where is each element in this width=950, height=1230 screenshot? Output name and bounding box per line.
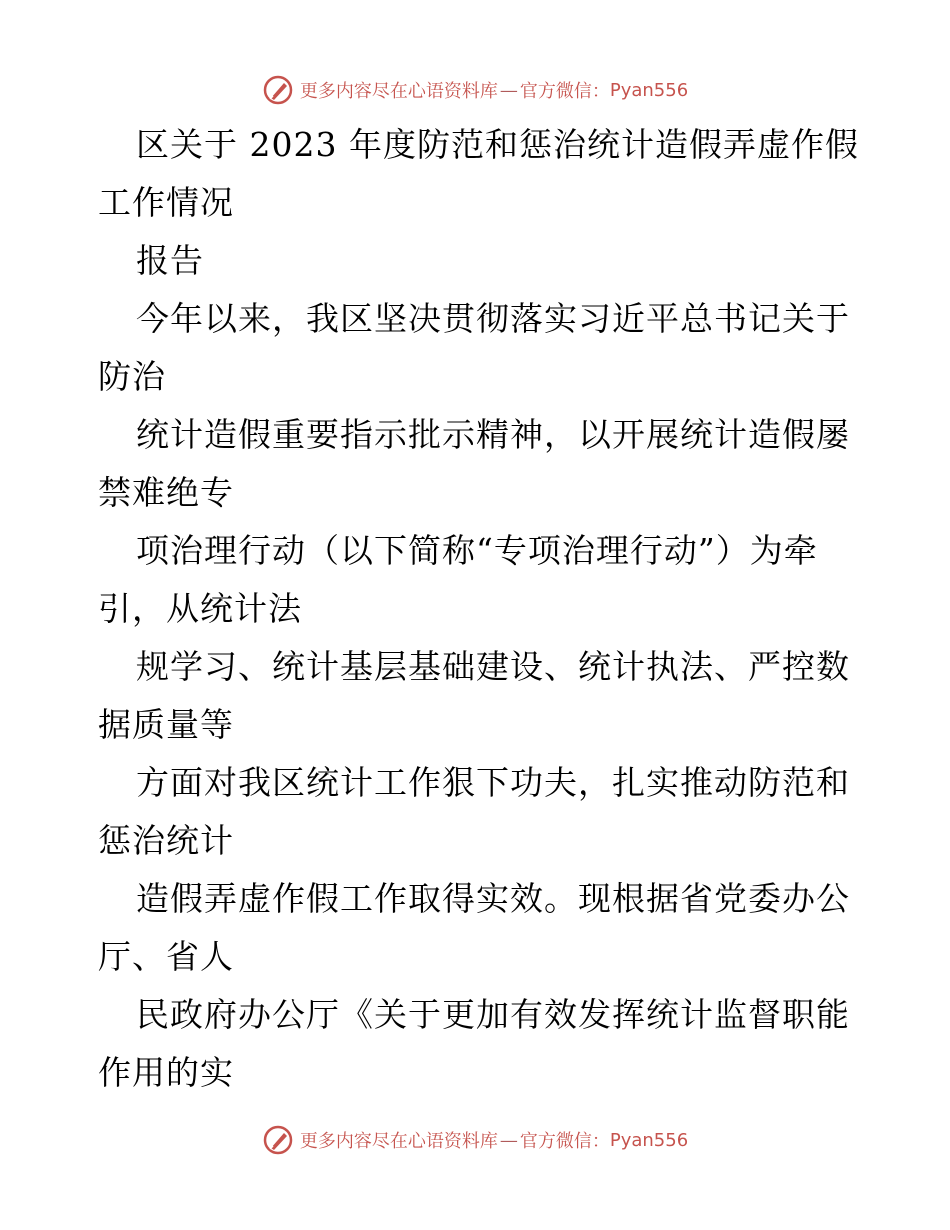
paragraph-continuation: 厅、省人 (98, 937, 234, 976)
paragraph (98, 522, 858, 638)
watermark-wechat-id: Pyan556 (609, 79, 689, 101)
paragraph-first-line: 统计造假重要指示批示精神，以开展统计造假屡 (136, 415, 850, 454)
paragraph (98, 290, 858, 406)
paragraph-first-line: 报告 (136, 241, 204, 280)
paragraph (98, 754, 858, 870)
paragraph-continuation: 禁难绝专 (98, 473, 234, 512)
paragraph (98, 638, 858, 754)
watermark-dash: — (499, 1129, 518, 1151)
watermark-wechat-label: 官方微信： (519, 1131, 610, 1152)
paragraph-first-line: 区关于 2023 年度防范和惩治统计造假弄虚作假 (136, 125, 859, 164)
paragraph-first-line: 今年以来，我区坚决贯彻落实习近平总书记关于 (136, 299, 850, 338)
paragraph-first-line: 方面对我区统计工作狠下功夫，扎实推动防范和 (136, 763, 850, 802)
paragraph-continuation: 工作情况 (98, 183, 234, 222)
paragraph (98, 870, 858, 986)
watermark-text: 更多内容尽在心语资料库 (299, 1131, 498, 1152)
quill-logo-icon (262, 74, 294, 106)
paragraph (98, 986, 858, 1102)
paragraph-first-line: 项治理行动（以下简称“专项治理行动”）为牵 (136, 531, 818, 570)
quill-logo-icon (262, 1124, 294, 1156)
watermark-text: 更多内容尽在心语资料库 (299, 81, 498, 102)
paragraph-first-line: 造假弄虚作假工作取得实效。现根据省党委办公 (136, 879, 850, 918)
paragraph-continuation: 据质量等 (98, 705, 234, 744)
paragraph-first-line: 规学习、统计基层基础建设、统计执法、严控数 (136, 647, 850, 686)
footer-watermark (0, 1120, 950, 1160)
paragraph-continuation: 防治 (98, 357, 166, 396)
watermark-wechat-id: Pyan556 (609, 1129, 689, 1151)
paragraph (98, 116, 858, 232)
paragraph-continuation: 惩治统计 (98, 821, 234, 860)
paragraph-continuation: 作用的实 (98, 1053, 234, 1092)
paragraph (98, 406, 858, 522)
watermark-wechat-label: 官方微信： (519, 81, 610, 102)
paragraph-first-line: 民政府办公厅《关于更加有效发挥统计监督职能 (136, 995, 850, 1034)
header-watermark (0, 70, 950, 110)
paragraph-continuation: 引，从统计法 (98, 589, 302, 628)
watermark-dash: — (499, 79, 518, 101)
document-body (98, 116, 858, 1102)
paragraph (98, 232, 858, 290)
